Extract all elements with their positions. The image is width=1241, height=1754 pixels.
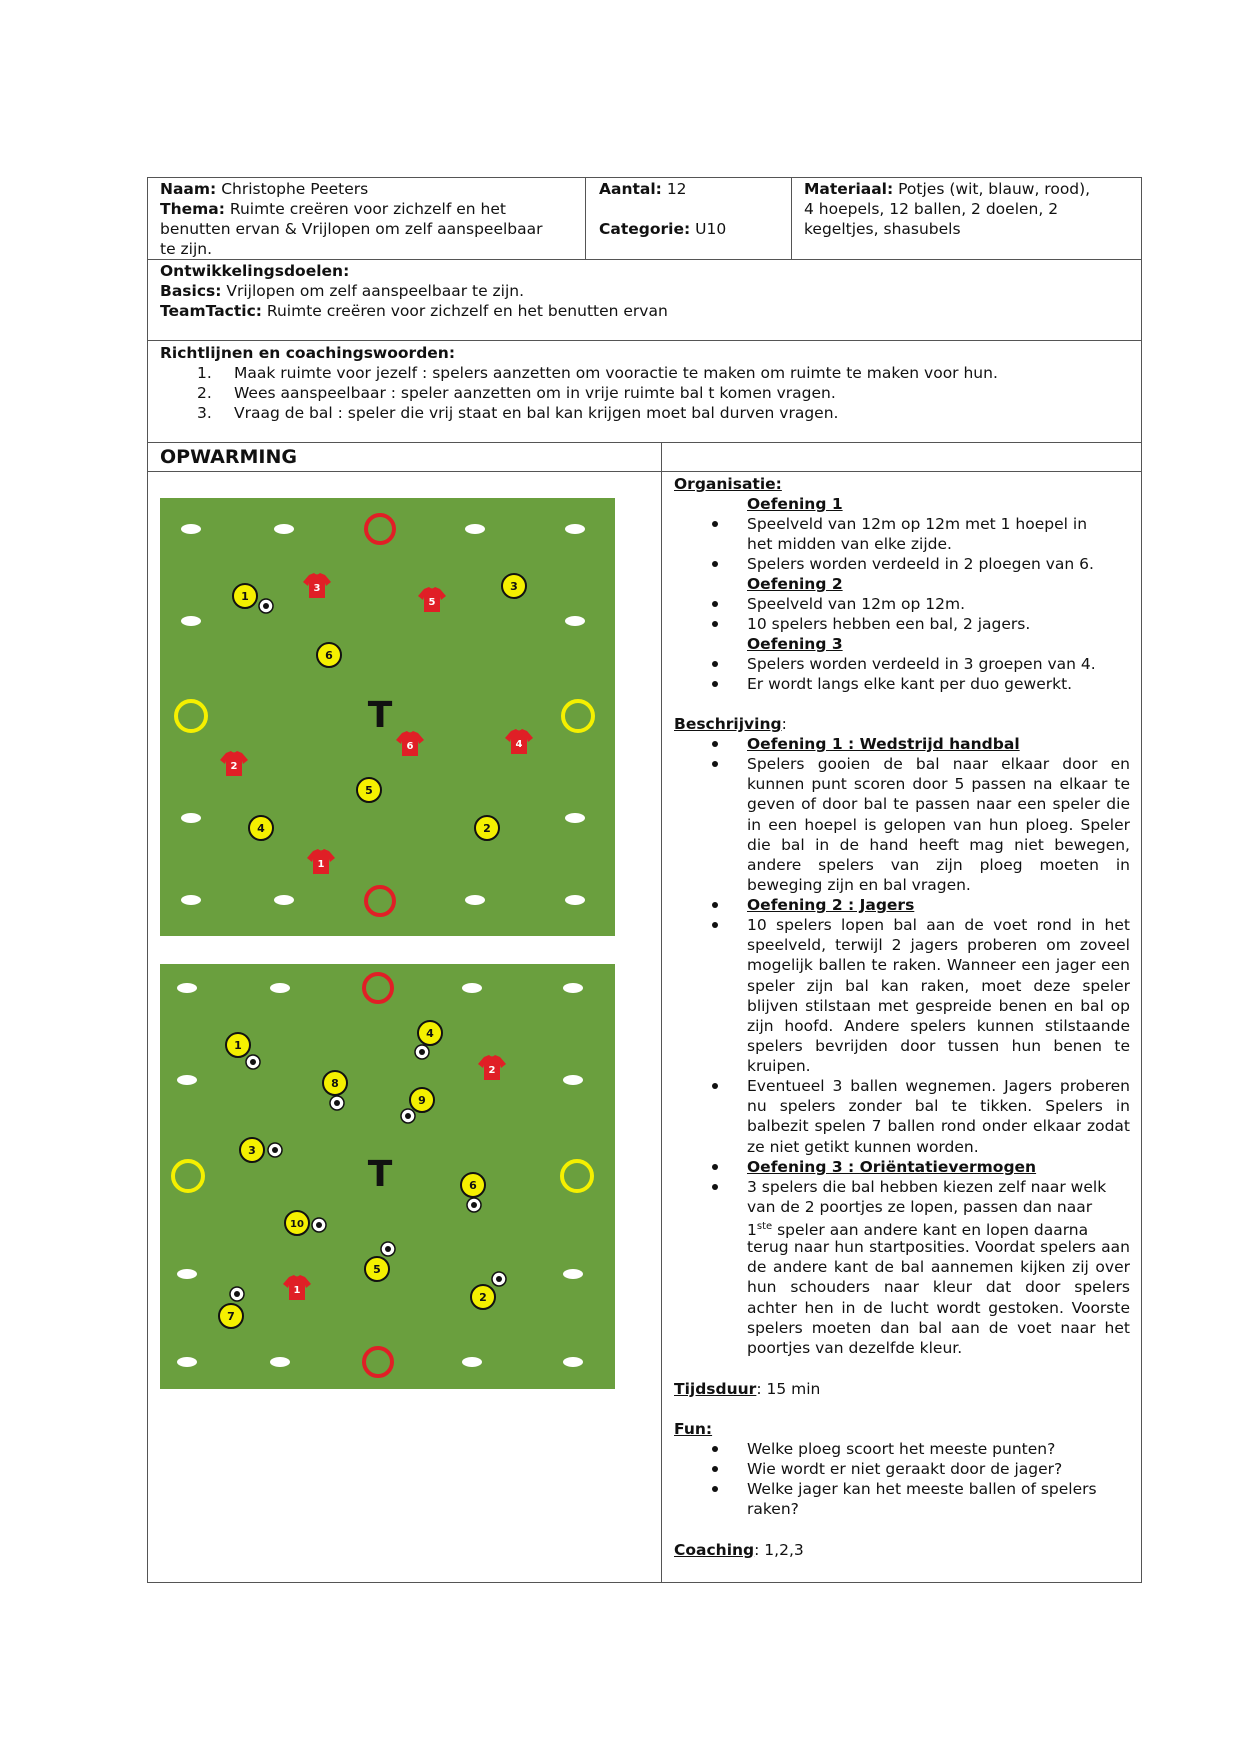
bullet bbox=[712, 761, 718, 767]
richtlijn-text-3: Vraag de bal : speler die vrij staat en bal kan krijgen moet bal durven vragen. bbox=[234, 404, 839, 422]
svg-text:1: 1 bbox=[293, 1285, 301, 1296]
categorie-value: U10 bbox=[695, 220, 727, 238]
aantal-row bbox=[599, 179, 687, 199]
red-shirt bbox=[307, 849, 335, 874]
bullet bbox=[712, 1466, 718, 1472]
red-hoop bbox=[366, 887, 394, 915]
org-ex1-b2: Spelers worden verdeeld in 2 ploegen van 6. bbox=[747, 555, 1094, 573]
bullet bbox=[712, 621, 718, 627]
bullet bbox=[712, 922, 718, 928]
materiaal-row bbox=[804, 179, 1090, 199]
yellow-player bbox=[410, 1088, 434, 1112]
thema-label: Thema: bbox=[160, 200, 225, 218]
aantal-value: 12 bbox=[666, 180, 687, 198]
cone bbox=[270, 983, 290, 993]
teamtactic-row bbox=[160, 301, 668, 321]
org-ex1-title: Oefening 1 bbox=[747, 495, 843, 513]
row-divider-1 bbox=[147, 259, 1142, 260]
row-divider-2 bbox=[147, 340, 1142, 341]
categorie-label: Categorie: bbox=[599, 220, 691, 238]
thema-row bbox=[160, 199, 506, 219]
besch-ex1-text: Spelers gooien de bal naar elkaar door en kunnen punt scoren door 5 passen na elkaar te geven of door bal te passen naar een speler die in een hoepel is gelopen van hun ploeg. Speler die bal in de hand heeft mag niet bewegen, andere spelers van zijn ploeg moeten in beweging zijn en bal vragen. bbox=[747, 755, 1130, 895]
cone bbox=[465, 524, 485, 534]
org-ex3-b1: Spelers worden verdeeld in 3 groepen van 4. bbox=[747, 655, 1096, 673]
svg-text:5: 5 bbox=[373, 1263, 381, 1276]
cone bbox=[177, 1269, 197, 1279]
besch-ex3-l2: van de 2 poortjes ze lopen, passen dan naar bbox=[747, 1198, 1093, 1216]
besch-ex2-text: 10 spelers lopen bal aan de voet rond in het speelveld, terwijl 2 jagers proberen om zoveel mogelijk ballen te raken. Wanneer een jager een speler zijn bal kan raken, moet deze speler blijven stilstaan met gespreide benen en bal op zijn hoofd. Andere spelers kunnen stilstaande spelers bevrijden door tussen hun benen te kruipen. bbox=[747, 916, 1130, 1076]
yellow-player bbox=[233, 584, 257, 608]
cone bbox=[270, 1357, 290, 1367]
football bbox=[246, 1055, 260, 1069]
org-ex3-title: Oefening 3 bbox=[747, 635, 843, 653]
cone bbox=[177, 1075, 197, 1085]
org-ex2-b2: 10 spelers hebben een bal, 2 jagers. bbox=[747, 615, 1031, 633]
bullet bbox=[712, 1486, 718, 1492]
richtlijn-num-1: 1. bbox=[197, 364, 212, 382]
besch-ex3-title: Oefening 3 : Oriëntatievermogen bbox=[747, 1158, 1037, 1176]
fun-item-3: Welke jager kan het meeste ballen of spelers bbox=[747, 1480, 1097, 1498]
naam-row bbox=[160, 179, 368, 199]
organisatie-title: Organisatie: bbox=[674, 475, 782, 493]
cone bbox=[462, 1357, 482, 1367]
coaching-label: Coaching bbox=[674, 1541, 755, 1559]
besch-ex2-title: Oefening 2 : Jagers bbox=[747, 896, 915, 914]
yellow-player bbox=[471, 1285, 495, 1309]
field-diagram-1-svg bbox=[160, 498, 615, 936]
red-hoop bbox=[366, 515, 394, 543]
yellow-player bbox=[323, 1071, 347, 1095]
org-ex1-b1-l2: het midden van elke zijde. bbox=[747, 535, 952, 553]
yellow-hoop bbox=[563, 701, 593, 731]
table-border-bottom bbox=[147, 1582, 1142, 1583]
basics-row bbox=[160, 281, 524, 301]
tijdsduur-value: : 15 min bbox=[756, 1380, 821, 1398]
col-divider-c bbox=[661, 442, 662, 1583]
besch-ex1-title: Oefening 1 : Wedstrijd handbal bbox=[747, 735, 1020, 753]
cone bbox=[563, 1357, 583, 1367]
org-ex2-b1: Speelveld van 12m op 12m. bbox=[747, 595, 966, 613]
bullet bbox=[712, 601, 718, 607]
materiaal-label: Materiaal: bbox=[804, 180, 894, 198]
thema-line-3: te zijn. bbox=[160, 240, 213, 258]
football bbox=[401, 1109, 415, 1123]
yellow-player bbox=[461, 1173, 485, 1197]
yellow-player bbox=[219, 1304, 243, 1328]
center-letter: T bbox=[367, 695, 393, 736]
football bbox=[381, 1242, 395, 1256]
beschrijving-title: Beschrijving bbox=[674, 715, 782, 733]
yellow-player bbox=[285, 1211, 309, 1235]
red-shirt bbox=[283, 1275, 311, 1300]
basics-label: Basics: bbox=[160, 282, 222, 300]
football bbox=[330, 1096, 344, 1110]
yellow-player bbox=[502, 574, 526, 598]
richtlijn-num-3: 3. bbox=[197, 404, 212, 422]
richtlijn-num-2: 2. bbox=[197, 384, 212, 402]
bullet bbox=[712, 741, 718, 747]
coaching-value: : 1,2,3 bbox=[754, 1541, 804, 1559]
svg-text:2: 2 bbox=[488, 1065, 496, 1076]
svg-text:6: 6 bbox=[469, 1179, 477, 1192]
cone bbox=[563, 1075, 583, 1085]
cone bbox=[181, 813, 201, 823]
svg-text:9: 9 bbox=[418, 1094, 426, 1107]
teamtactic-label: TeamTactic: bbox=[160, 302, 262, 320]
yellow-player bbox=[317, 643, 341, 667]
svg-text:5: 5 bbox=[428, 597, 436, 608]
cone bbox=[181, 524, 201, 534]
cone bbox=[181, 895, 201, 905]
football bbox=[268, 1143, 282, 1157]
svg-text:2: 2 bbox=[479, 1291, 487, 1304]
red-shirt bbox=[396, 731, 424, 756]
yellow-player bbox=[365, 1257, 389, 1281]
field-diagram-1 bbox=[160, 498, 615, 936]
bullet bbox=[712, 681, 718, 687]
football bbox=[230, 1287, 244, 1301]
yellow-player bbox=[475, 816, 499, 840]
svg-text:4: 4 bbox=[426, 1027, 434, 1040]
yellow-player bbox=[357, 778, 381, 802]
cone bbox=[181, 616, 201, 626]
besch-ex3-l1: 3 spelers die bal hebben kiezen zelf naar welk bbox=[747, 1178, 1107, 1196]
naam-label: Naam: bbox=[160, 180, 217, 198]
football bbox=[259, 599, 273, 613]
football bbox=[415, 1045, 429, 1059]
row-divider-4 bbox=[147, 471, 1142, 472]
football bbox=[492, 1272, 506, 1286]
svg-text:7: 7 bbox=[227, 1310, 235, 1323]
beschrijving-row bbox=[674, 714, 787, 734]
beschrijving-colon: : bbox=[781, 715, 787, 733]
cone bbox=[563, 983, 583, 993]
red-shirt bbox=[303, 573, 331, 598]
bullet bbox=[712, 1184, 718, 1190]
ordinal-suffix: ste bbox=[756, 1221, 773, 1232]
naam-value: Christophe Peeters bbox=[221, 180, 369, 198]
bullet bbox=[712, 521, 718, 527]
bullet bbox=[712, 1446, 718, 1452]
bullet bbox=[712, 661, 718, 667]
section-title: OPWARMING bbox=[160, 446, 297, 468]
yellow-player bbox=[418, 1021, 442, 1045]
bullet bbox=[712, 1083, 718, 1089]
red-shirt bbox=[418, 587, 446, 612]
red-hoop bbox=[364, 1348, 392, 1376]
thema-line-1: Ruimte creëren voor zichzelf en het bbox=[229, 200, 506, 218]
field-diagram-2-svg bbox=[160, 964, 615, 1389]
cone bbox=[565, 895, 585, 905]
cone bbox=[565, 524, 585, 534]
yellow-player bbox=[226, 1033, 250, 1057]
svg-text:5: 5 bbox=[365, 784, 373, 797]
football bbox=[467, 1198, 481, 1212]
svg-text:3: 3 bbox=[313, 583, 321, 594]
svg-text:8: 8 bbox=[331, 1077, 339, 1090]
fun-item-3-cont: raken? bbox=[747, 1500, 799, 1518]
center-letter: T bbox=[367, 1154, 393, 1195]
svg-text:6: 6 bbox=[406, 741, 414, 752]
yellow-hoop bbox=[176, 701, 206, 731]
yellow-player bbox=[249, 816, 273, 840]
yellow-players bbox=[219, 1021, 495, 1328]
svg-text:4: 4 bbox=[257, 822, 265, 835]
coaching-row bbox=[674, 1540, 804, 1560]
svg-text:3: 3 bbox=[510, 580, 518, 593]
materiaal-line-1: Potjes (wit, blauw, rood), bbox=[898, 180, 1091, 198]
svg-text:4: 4 bbox=[515, 739, 523, 750]
football bbox=[312, 1218, 326, 1232]
cone bbox=[465, 895, 485, 905]
cone bbox=[462, 983, 482, 993]
cone bbox=[177, 1357, 197, 1367]
cone bbox=[565, 813, 585, 823]
col-divider-b bbox=[791, 177, 792, 259]
materiaal-line-2: 4 hoepels, 12 ballen, 2 doelen, 2 bbox=[804, 200, 1059, 218]
yellow-hoop bbox=[562, 1161, 592, 1191]
svg-text:10: 10 bbox=[290, 1219, 304, 1230]
svg-text:6: 6 bbox=[325, 649, 333, 662]
richtlijn-text-2: Wees aanspeelbaar : speler aanzetten om in vrije ruimte bal t komen vragen. bbox=[234, 384, 836, 402]
cone bbox=[274, 524, 294, 534]
fun-title: Fun: bbox=[674, 1420, 713, 1438]
org-ex1-b1-l1: Speelveld van 12m op 12m met 1 hoepel in bbox=[747, 515, 1088, 533]
aantal-label: Aantal: bbox=[599, 180, 662, 198]
tijdsduur-row bbox=[674, 1379, 820, 1399]
cone bbox=[274, 895, 294, 905]
red-shirt bbox=[220, 751, 248, 776]
row-divider-3 bbox=[147, 442, 1142, 443]
svg-text:2: 2 bbox=[230, 761, 238, 772]
svg-text:3: 3 bbox=[248, 1144, 256, 1157]
tijdsduur-label: Tijdsduur bbox=[674, 1380, 757, 1398]
cone bbox=[177, 983, 197, 993]
org-ex2-title: Oefening 2 bbox=[747, 575, 843, 593]
svg-text:1: 1 bbox=[234, 1039, 242, 1052]
table-border-right bbox=[1141, 177, 1142, 1583]
red-hoop bbox=[364, 974, 392, 1002]
ordinal-base: 1 bbox=[747, 1221, 757, 1240]
richtlijnen-title: Richtlijnen en coachingswoorden: bbox=[160, 344, 456, 362]
categorie-row bbox=[599, 219, 726, 239]
besch-ex2-text2: Eventueel 3 ballen wegnemen. Jagers proberen nu spelers zonder bal te tikken. Spelers in balbezit spelen 7 ballen rond onder elkaar zodat ze niet getikt kunnen worden. bbox=[747, 1077, 1130, 1156]
svg-text:1: 1 bbox=[241, 590, 249, 603]
table-border-left bbox=[147, 177, 148, 1583]
svg-text:1: 1 bbox=[317, 859, 325, 870]
col-divider-a bbox=[585, 177, 586, 259]
besch-ex3-l3: speler aan andere kant en lopen daarna bbox=[777, 1221, 1089, 1240]
cone bbox=[565, 616, 585, 626]
svg-text:2: 2 bbox=[483, 822, 491, 835]
besch-ex3-rest: terug naar hun startposities. Voordat spelers aan de andere kant de bal aannemen kijken zij over hun schouders naar kleur dat door spelers achter hen in de lucht wordt gestoken. Voorste spelers moeten dan bal aan de voet naar het poortjes van dezelfde kleur. bbox=[747, 1238, 1130, 1358]
fun-item-1: Welke ploeg scoort het meeste punten? bbox=[747, 1440, 1056, 1458]
red-shirt bbox=[505, 729, 533, 754]
yellow-hoop bbox=[173, 1161, 203, 1191]
bullet bbox=[712, 561, 718, 567]
doelen-title: Ontwikkelingsdoelen: bbox=[160, 262, 350, 280]
fun-item-2: Wie wordt er niet geraakt door de jager? bbox=[747, 1460, 1063, 1478]
cone bbox=[563, 1269, 583, 1279]
thema-line-2: benutten ervan & Vrijlopen om zelf aanspeelbaar bbox=[160, 220, 543, 238]
org-ex3-b2: Er wordt langs elke kant per duo gewerkt. bbox=[747, 675, 1073, 693]
teamtactic-value: Ruimte creëren voor zichzelf en het benutten ervan bbox=[266, 302, 668, 320]
richtlijn-text-1: Maak ruimte voor jezelf : spelers aanzetten om vooractie te maken om ruimte te maken voor hun. bbox=[234, 364, 998, 382]
yellow-player bbox=[240, 1138, 264, 1162]
field-diagram-2 bbox=[160, 964, 615, 1389]
bullet bbox=[712, 902, 718, 908]
basics-value: Vrijlopen om zelf aanspeelbaar te zijn. bbox=[226, 282, 525, 300]
red-shirt bbox=[478, 1055, 506, 1080]
bullet bbox=[712, 1164, 718, 1170]
table-border-top bbox=[147, 177, 1141, 178]
materiaal-line-3: kegeltjes, shasubels bbox=[804, 220, 961, 238]
